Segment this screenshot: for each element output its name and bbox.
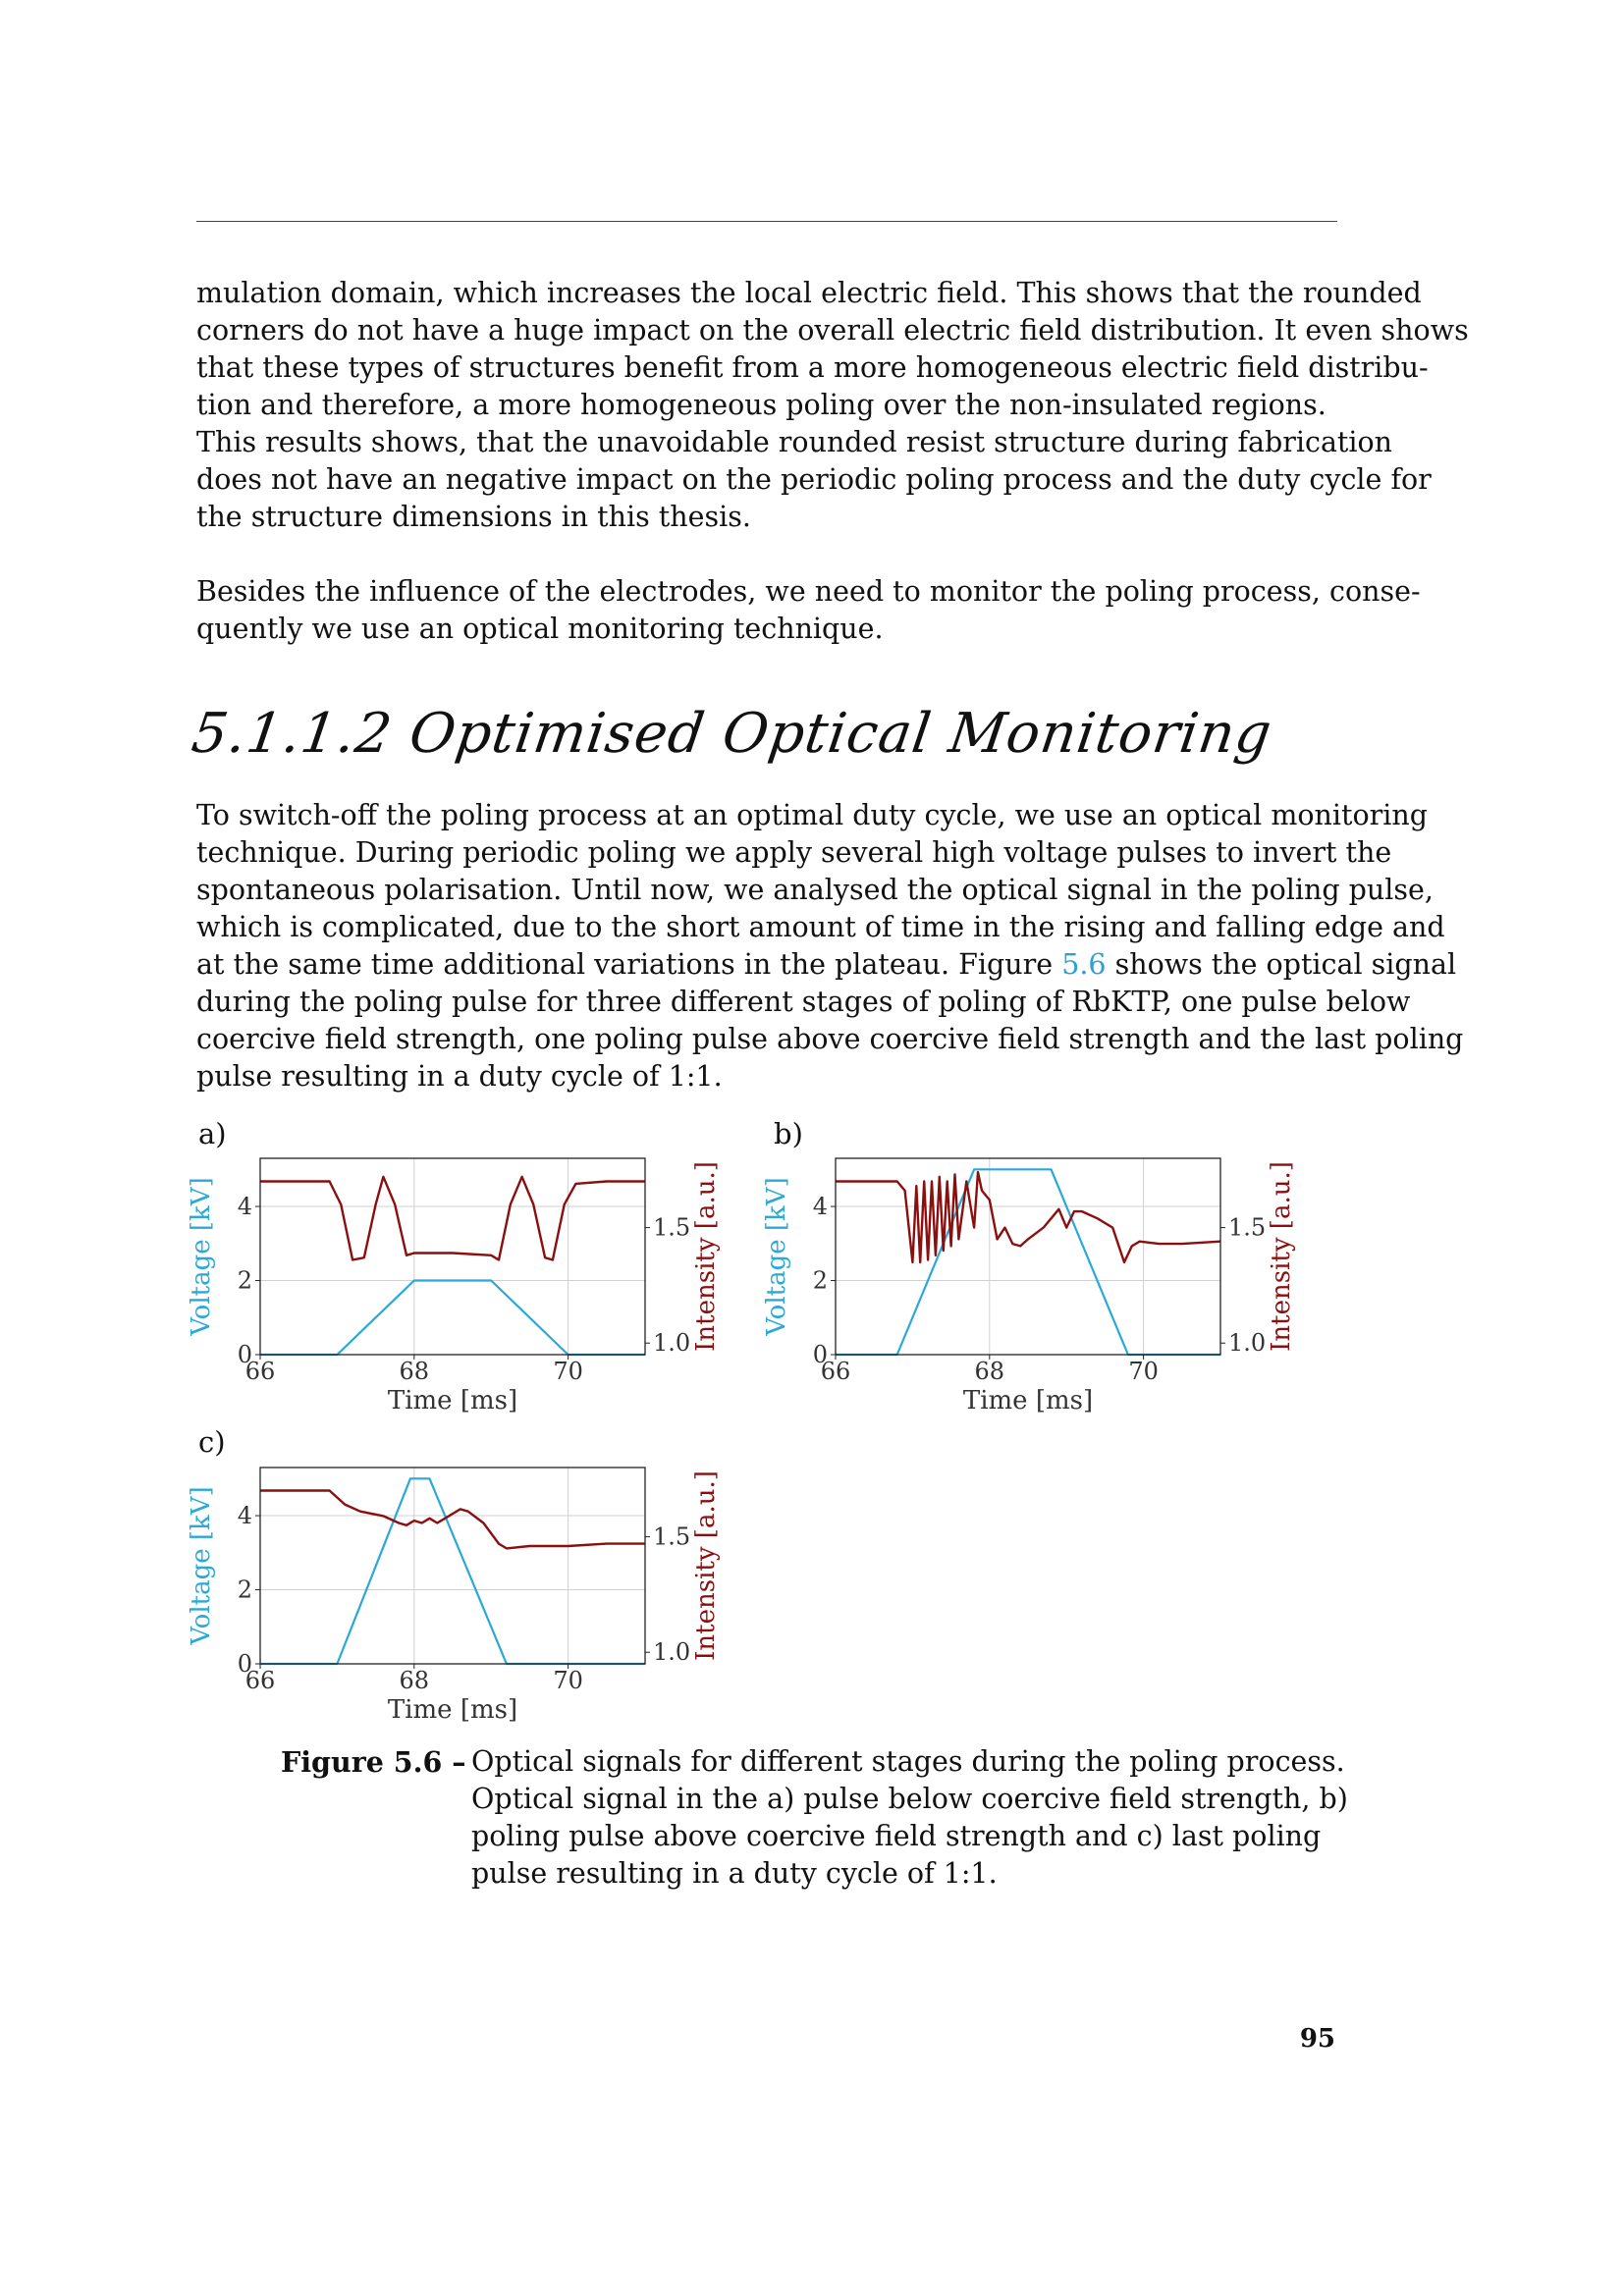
paragraph-3: [196, 797, 1464, 1095]
y-left-tick-label: 0: [812, 1341, 828, 1368]
paragraph-1: [196, 275, 1469, 536]
y-left-tick-label: 4: [237, 1193, 252, 1221]
y-left-tick-label: 4: [237, 1502, 252, 1530]
x-axis-label: Time [ms]: [387, 1386, 518, 1415]
y-left-axis-label: Voltage [kV]: [187, 1177, 216, 1336]
x-tick-label: 66: [820, 1358, 851, 1385]
y-right-tick-label: 1.5: [653, 1213, 691, 1242]
y-right-tick-label: 1.5: [1228, 1213, 1267, 1242]
caption-line: pulse resulting in a duty cycle of 1:1.: [471, 1857, 998, 1890]
caption-line: Optical signal in the a) pulse below coercive field strength, b): [471, 1783, 1348, 1815]
y-right-tick-label: 1.0: [653, 1638, 691, 1667]
chart-panel-a: [177, 1139, 727, 1423]
text-line: tion and therefore, a more homogeneous poling over the non-insulated regions.: [196, 389, 1326, 421]
caption-line: poling pulse above coercive field strength and c) last poling: [471, 1820, 1322, 1852]
text-line: corners do not have a huge impact on the overall electric field distribution. It even shows: [196, 314, 1469, 347]
x-tick-label: 68: [399, 1358, 430, 1385]
y-left-axis-label: Voltage [kV]: [762, 1177, 791, 1336]
chart-panel-c: [177, 1448, 727, 1733]
caption-line: Optical signals for different stages during the poling process.: [471, 1745, 1345, 1778]
paragraph-2: [196, 573, 1421, 648]
y-right-axis-label: Intensity [a.u.]: [691, 1161, 721, 1352]
y-left-tick-label: 2: [237, 1575, 252, 1604]
text-line: technique. During periodic poling we apply several high voltage pulses to invert the: [196, 836, 1392, 869]
text-line: spontaneous polarisation. Until now, we analysed the optical signal in the poling pulse,: [196, 874, 1434, 906]
text-line: Besides the influence of the electrodes, we need to monitor the poling process, conse-: [196, 575, 1421, 608]
text-line: [196, 946, 1457, 984]
figure-caption-label: Figure 5.6 –: [281, 1745, 466, 1779]
text-line: which is complicated, due to the short amount of time in the rising and falling edge and: [196, 911, 1445, 943]
text-line: quently we use an optical monitoring technique.: [196, 613, 884, 645]
y-left-tick-label: 0: [237, 1650, 252, 1678]
text-line: To switch-off the poling process at an optimal duty cycle, we use an optical monitoring: [196, 799, 1428, 831]
text-segment: shows the optical signal: [1106, 948, 1457, 981]
intensity-series-line: [836, 1172, 1220, 1262]
text-line: does not have an negative impact on the periodic poling process and the duty cycle for: [196, 463, 1432, 496]
y-left-tick-label: 0: [237, 1341, 252, 1368]
y-right-axis-label: Intensity [a.u.]: [691, 1470, 721, 1661]
plot-frame: [260, 1468, 645, 1664]
x-tick-label: 66: [244, 1667, 276, 1694]
text-line: mulation domain, which increases the local electric field. This shows that the rounded: [196, 277, 1422, 309]
intensity-series-line: [260, 1177, 645, 1260]
voltage-series-line: [260, 1281, 645, 1356]
x-tick-label: 68: [974, 1358, 1005, 1385]
text-line: pulse resulting in a duty cycle of 1:1.: [196, 1060, 723, 1093]
x-tick-label: 70: [553, 1358, 583, 1385]
x-tick-label: 70: [553, 1667, 583, 1694]
page-number: 95: [1299, 2024, 1335, 2054]
text-line: that these types of structures benefit from a more homogeneous electric field distribu-: [196, 351, 1429, 384]
x-tick-label: 70: [1128, 1358, 1159, 1385]
plot-frame: [836, 1158, 1220, 1355]
panel-label-b: b): [774, 1117, 803, 1150]
y-left-axis-label: Voltage [kV]: [187, 1486, 216, 1645]
figure-caption-text: [471, 1743, 1348, 1893]
intensity-series-line: [260, 1491, 645, 1549]
voltage-series-line: [836, 1169, 1220, 1355]
text-line: during the poling pulse for three different stages of poling of RbKTP, one pulse below: [196, 986, 1411, 1018]
chart-panel-b: [752, 1139, 1302, 1423]
y-right-tick-label: 1.5: [653, 1522, 691, 1551]
header-rule: [196, 221, 1337, 222]
voltage-series-line: [260, 1478, 645, 1664]
text-segment: at the same time additional variations in the plateau. Figure: [196, 948, 1062, 981]
plot-frame: [260, 1158, 645, 1355]
panel-label-c: c): [198, 1425, 226, 1459]
section-heading: 5.1.1.2 Optimised Optical Monitoring: [188, 702, 1276, 766]
x-axis-label: Time [ms]: [387, 1695, 518, 1725]
y-right-axis-label: Intensity [a.u.]: [1267, 1161, 1296, 1352]
y-left-tick-label: 2: [812, 1266, 828, 1295]
x-tick-label: 68: [399, 1667, 430, 1694]
figure-reference-link[interactable]: 5.6: [1061, 948, 1107, 981]
y-right-tick-label: 1.0: [653, 1329, 691, 1358]
text-line: the structure dimensions in this thesis.: [196, 501, 751, 533]
x-axis-label: Time [ms]: [962, 1386, 1094, 1415]
y-left-tick-label: 4: [812, 1193, 828, 1221]
x-tick-label: 66: [244, 1358, 276, 1385]
text-line: coercive field strength, one poling pulse above coercive field strength and the last poling: [196, 1023, 1464, 1055]
y-right-tick-label: 1.0: [1228, 1329, 1267, 1358]
text-line: This results shows, that the unavoidable rounded resist structure during fabrication: [196, 426, 1393, 458]
panel-label-a: a): [198, 1117, 227, 1150]
y-left-tick-label: 2: [237, 1266, 252, 1295]
